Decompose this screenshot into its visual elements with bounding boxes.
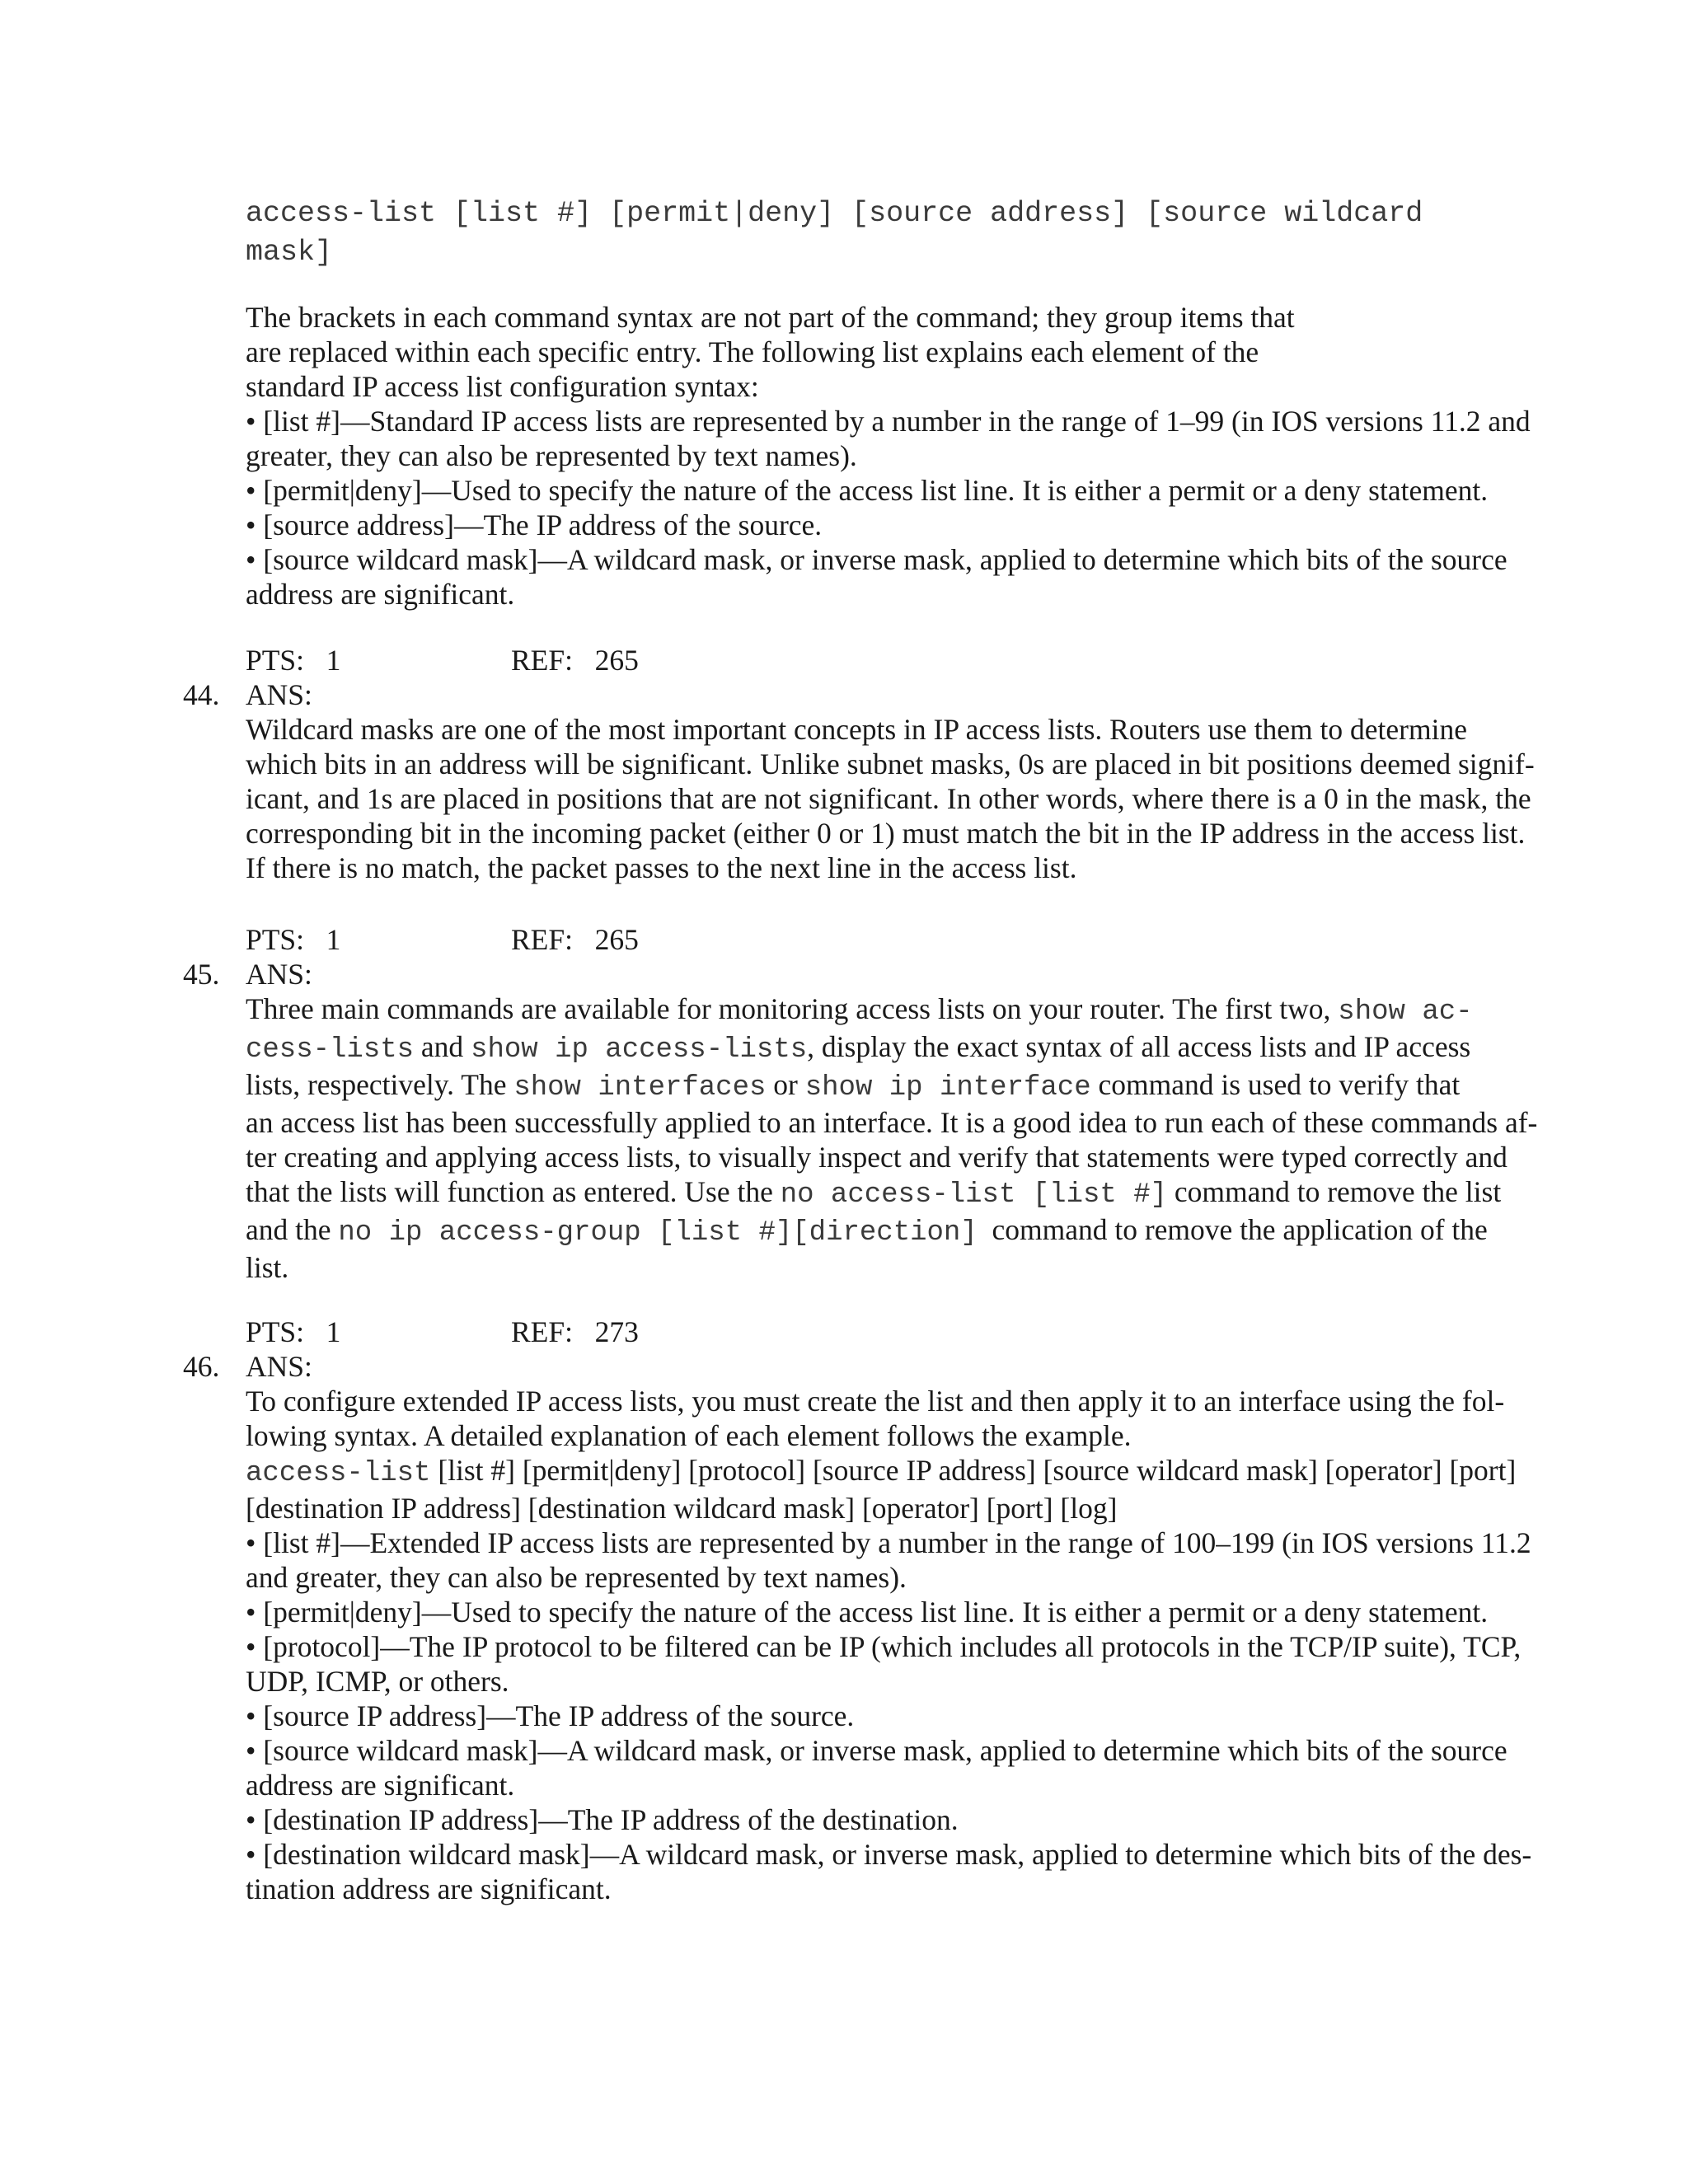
- syntax-line: [246, 1453, 1564, 1491]
- text-line: [246, 1029, 1564, 1067]
- question-number: 45.: [183, 958, 220, 991]
- pts-value: 1: [326, 923, 341, 956]
- text-line: are replaced within each specific entry. The following list explains each element of the: [246, 335, 1259, 368]
- text-span: and the: [246, 1213, 339, 1246]
- pts-label: PTS:: [246, 1315, 305, 1348]
- code-span: show ip access-lists: [471, 1034, 808, 1066]
- pts-value: 1: [326, 1315, 341, 1348]
- text-line: standard IP access list configuration syntax:: [246, 370, 759, 403]
- ans-label: ANS:: [246, 958, 312, 991]
- answer-46: [246, 1349, 1564, 1906]
- bullet-line: • [protocol]—The IP protocol to be filtered can be IP (which includes all protocols in the TCP/IP suite), TCP,: [246, 1630, 1522, 1663]
- text-span: Three main commands are available for monitoring access lists on your router. The first two,: [246, 992, 1339, 1025]
- text-span: command is used to verify that: [1090, 1068, 1461, 1101]
- syntax-line: mask]: [246, 236, 333, 269]
- bullet-line: • [source IP address]—The IP address of the source.: [246, 1699, 855, 1732]
- bullet-line: greater, they can also be represented by text names).: [246, 439, 857, 472]
- pts-value: 1: [326, 644, 341, 677]
- code-span: show interfaces: [513, 1072, 767, 1104]
- ref-value: 273: [594, 1315, 639, 1348]
- ref-label: REF:: [511, 644, 573, 677]
- code-span: show ac-: [1338, 996, 1473, 1028]
- code-span: no access-list [list #]: [780, 1179, 1167, 1211]
- text-line: [246, 991, 1564, 1029]
- text-line: [246, 1174, 1564, 1212]
- bullet-line: address are significant.: [246, 1769, 515, 1802]
- pts-ref-row: [246, 1315, 639, 1349]
- bullet-line: • [list #]—Standard IP access lists are represented by a number in the range of 1–99 (in IOS versions 11.2 and: [246, 405, 1531, 438]
- text-line: an access list has been successfully applied to an interface. It is a good idea to run each of these commands af-: [246, 1106, 1538, 1139]
- text-span: or: [766, 1068, 805, 1101]
- pts-label: PTS:: [246, 923, 305, 956]
- text-span: command to remove the application of the: [977, 1213, 1488, 1246]
- text-line: which bits in an address will be significant. Unlike subnet masks, 0s are placed in bit positions deemed signif-: [246, 748, 1535, 780]
- bullet-line: • [permit|deny]—Used to specify the nature of the access list line. It is either a permit or a deny statement.: [246, 1596, 1489, 1629]
- text-line: lowing syntax. A detailed explanation of each element follows the example.: [246, 1419, 1132, 1452]
- ref-value: 265: [594, 923, 639, 956]
- pts-label: PTS:: [246, 644, 305, 677]
- text-line: The brackets in each command syntax are not part of the command; they group items that: [246, 301, 1295, 334]
- standard-acl-explanation: [246, 300, 1564, 612]
- text-line: To configure extended IP access lists, you must create the list and then apply it to an interface using the fol-: [246, 1385, 1505, 1418]
- bullet-line: • [permit|deny]—Used to specify the nature of the access list line. It is either a permit or a deny statement.: [246, 474, 1489, 507]
- text-line: Wildcard masks are one of the most important concepts in IP access lists. Routers use them to determine: [246, 713, 1467, 746]
- question-number: 44.: [183, 678, 220, 711]
- code-span: no ip access-group [list #][direction]: [338, 1217, 978, 1249]
- ans-label: ANS:: [246, 1350, 312, 1383]
- text-span: lists, respectively. The: [246, 1068, 514, 1101]
- text-span: [list #] [permit|deny] [protocol] [source IP address] [source wildcard mask] [operator] [port]: [430, 1454, 1517, 1487]
- code-span: access-list: [246, 1458, 431, 1489]
- ans-label: ANS:: [246, 678, 312, 711]
- bullet-line: • [source address]—The IP address of the source.: [246, 509, 823, 541]
- bullet-line: • [destination wildcard mask]—A wildcard mask, or inverse mask, applied to determine which bits of the des-: [246, 1838, 1532, 1871]
- bullet-line: • [list #]—Extended IP access lists are represented by a number in the range of 100–199 (in IOS versions 11.2: [246, 1526, 1531, 1559]
- text-line: corresponding bit in the incoming packet (either 0 or 1) must match the bit in the IP address in the access list.: [246, 817, 1526, 850]
- ref-label: REF:: [511, 1315, 573, 1348]
- bullet-line: UDP, ICMP, or others.: [246, 1665, 509, 1698]
- ref-label: REF:: [511, 923, 573, 956]
- bullet-line: address are significant.: [246, 578, 515, 611]
- answer-45: [246, 957, 1564, 1285]
- pts-ref-row: [246, 922, 639, 957]
- bullet-line: • [source wildcard mask]—A wildcard mask, or inverse mask, applied to determine which bits of the source: [246, 543, 1507, 576]
- code-span: cess-lists: [246, 1034, 415, 1066]
- text-span: that the lists will function as entered. Use the: [246, 1175, 781, 1208]
- ref-value: 265: [594, 644, 639, 677]
- question-number: 46.: [183, 1350, 220, 1383]
- bullet-line: • [destination IP address]—The IP address of the destination.: [246, 1803, 959, 1836]
- standard-acl-syntax: [246, 194, 1564, 272]
- answer-44: [246, 677, 1564, 885]
- text-line: list.: [246, 1251, 289, 1284]
- text-line: [246, 1067, 1564, 1105]
- text-line: ter creating and applying access lists, to visually inspect and verify that statements were typed correctly and: [246, 1141, 1507, 1174]
- bullet-line: • [source wildcard mask]—A wildcard mask, or inverse mask, applied to determine which bits of the source: [246, 1734, 1507, 1767]
- text-line: If there is no match, the packet passes to the next line in the access list.: [246, 851, 1077, 884]
- pts-ref-row: [246, 643, 639, 677]
- code-span: show ip interface: [804, 1072, 1091, 1104]
- text-span: and: [414, 1030, 471, 1063]
- bullet-line: tination address are significant.: [246, 1872, 612, 1905]
- text-line: icant, and 1s are placed in positions that are not significant. In other words, where there is a 0 in the mask, the: [246, 782, 1531, 815]
- text-span: , display the exact syntax of all access lists and IP access: [807, 1030, 1471, 1063]
- bullet-line: and greater, they can also be represented by text names).: [246, 1561, 907, 1594]
- text-span: command to remove the list: [1167, 1175, 1502, 1208]
- syntax-line: [destination IP address] [destination wildcard mask] [operator] [port] [log]: [246, 1492, 1118, 1525]
- text-line: [246, 1212, 1564, 1250]
- syntax-line: access-list [list #] [permit|deny] [source address] [source wildcard: [246, 197, 1423, 230]
